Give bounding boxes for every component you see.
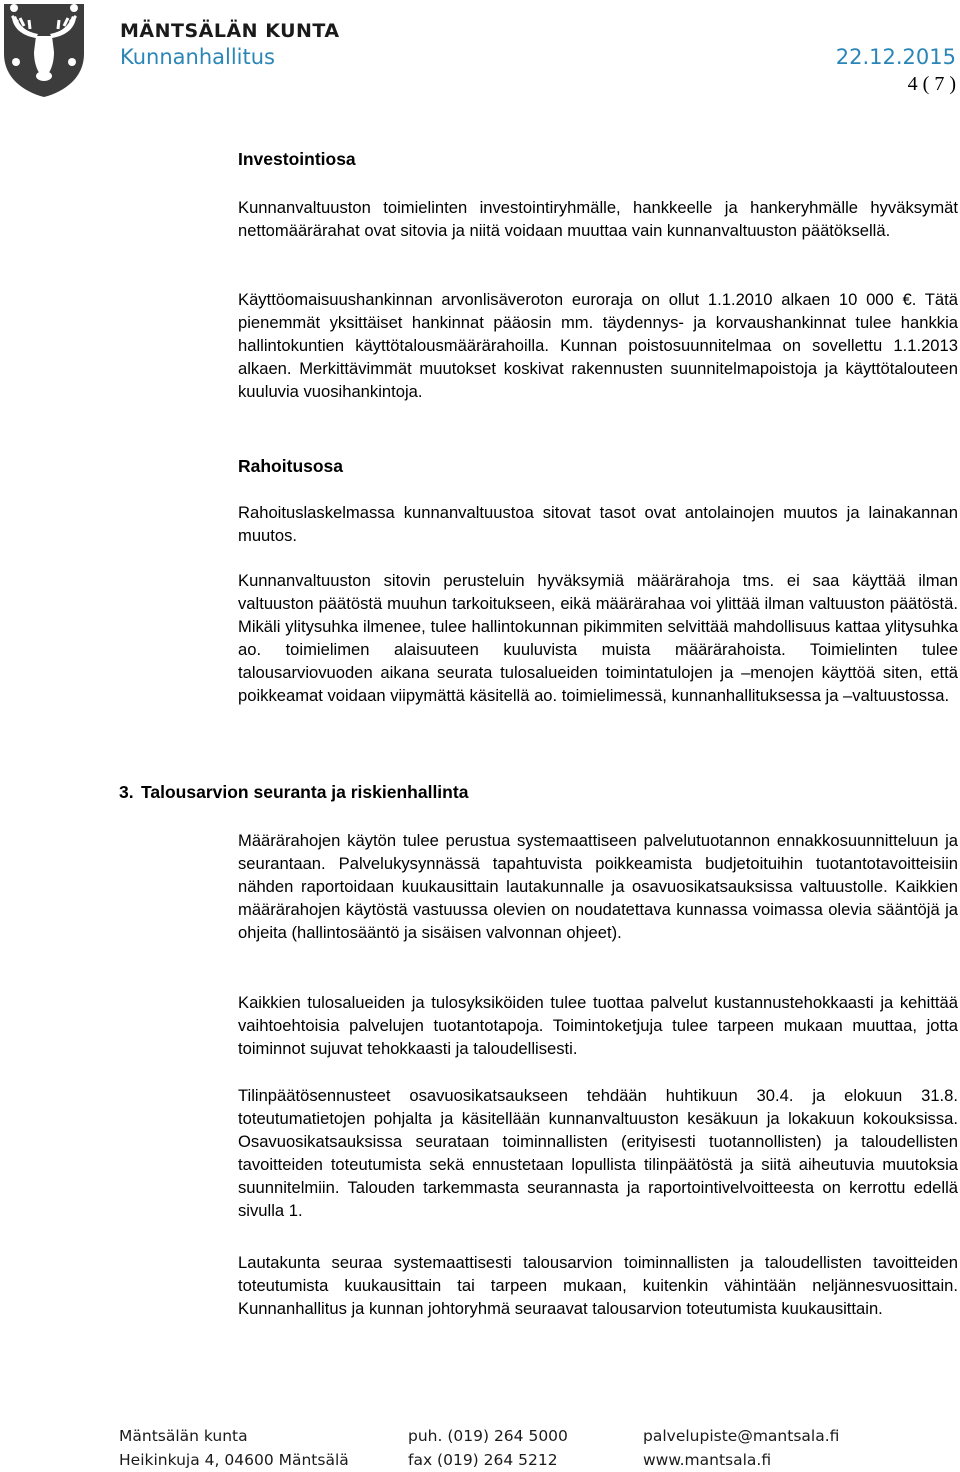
- section-title: Talousarvion seuranta ja riskienhallinta: [141, 782, 469, 802]
- paragraph: Kunnanvaltuuston toimielinten investointiryhmälle, hankkeelle ja hankeryhmälle hyväksymät nettomäärärahat ovat sitovia ja niitä voidaan muuttaa vain kunnanvaltuuston päätöksellä.: [238, 198, 958, 240]
- paragraph: Tilinpäätösennusteet osavuosikatsaukseen tehdään huhtikuun 30.4. ja elokuun 31.8. toteutumatietojen pohjalta ja käsitellään kunnanvaltuuston kesäkuun ja lokakuun kokouksissa. Osavuosikatsauksissa seurataan toiminnallisten (erityisesti tuotannollisten) ja taloudellisten tavoitteiden toteutumista sekä ennustetaan lopullista tilinpäätöstä ja siitä aiheutuvia muutoksia suunnitelmiin. Talouden tarkemmasta seurannasta ja raportointivelvoitteesta on kerrottu edellä sivulla 1.: [238, 1086, 958, 1220]
- paragraph: Rahoituslaskelmassa kunnanvaltuustoa sitovat tasot ovat antolainojen muutos ja lainakannan muutos.: [238, 503, 958, 545]
- financing-heading: Rahoitusosa: [238, 456, 344, 476]
- paragraph: Kunnanvaltuuston sitovin perusteluin hyväksymiä määrärahoja tms. ei saa käyttää ilman valtuuston päätöstä muuhun tarkoitukseen, eikä määrärahaa voi ylittää ilman valtuuston päätöstä. Mikäli ylitysuhka ilmenee, tulee hallintokunnan pikimmiten selvittää mahdollisuus kattaa ylitysuhka ao. toimielimen alaisuuteen kuuluvista muista määrärahoista. Toimielinten tulee talousarviovuoden aikana seurata tulosalueiden toimintatulojen ja –menojen käyttöä siten, että poikkeamat voidaan viipymättä käsitellä ao. toimielimessä, kunnanhallituksessa ja –valtuustossa.: [238, 571, 958, 705]
- section-3-paragraph-1: [238, 830, 958, 945]
- financing-paragraph-2: [238, 570, 958, 707]
- section-3-paragraph-3: [238, 1085, 958, 1222]
- paragraph: Määrärahojen käytön tulee perustua systemaattiseen palvelutuotannon ennakkosuunnitteluun ja seurantaan. Palvelukysynnässä tapahtuvista poikkeamista budjetoituihin tuotantotavoitteisiin nähden raportoidaan kuukausittain lautakunnalle ja osavuosikatsauksissa valtuustolle. Kaikkien määrärahojen käytöstä vastuussa olevien on noudatettava kunnassa voimassa olevia sääntöjä ja ohjeita (hallintosääntö ja sisäisen valvonnan ohjeet).: [238, 831, 958, 942]
- footer-email-link[interactable]: palvelupiste@mantsala.fi: [643, 1427, 840, 1445]
- section-3-paragraph-4: [238, 1252, 958, 1321]
- section-3-paragraph-2: [238, 992, 958, 1061]
- moose-coat-of-arms-icon: [2, 2, 86, 98]
- footer-address: Heikinkuja 4, 04600 Mäntsälä: [119, 1451, 349, 1469]
- paragraph: Lautakunta seuraa systemaattisesti talousarvion toiminnallisten ja taloudellisten tavoitteiden toteutumista kuukausittain tai tarpeen mukaan, kuitenkin vähintään neljännesvuosittain. Kunnanhallitus ja kunnan johtoryhmä seuraavat talousarvion toteutumista kuukausittain.: [238, 1253, 958, 1318]
- paragraph: Kaikkien tulosalueiden ja tulosyksiköiden tulee tuottaa palvelut kustannustehokkaasti ja kehittää vaihtoehtoisia palvelujen tuotantotapoja. Toimintoketjuja tulee tarpeen mukaan muuttaa, jotta toiminnot sujuvat tehokkaasti ja taloudellisesti.: [238, 993, 958, 1058]
- section-3-heading: [119, 782, 468, 803]
- paragraph: Käyttöomaisuushankinnan arvonlisäveroton euroraja on ollut 1.1.2010 alkaen 10 000 €. Tätä pienemmät yksittäiset hankinnat pääosin mm. täydennys- ja korvaushankinnat tulee hankkia hallintokuntien käyttötalousmäärärahoilla. Kunnan poistosuunnitelmaa on sovellettu 1.1.2013 alkaen. Merkittävimmät muutokset koskivat rakennusten suunnitelmapoistoja ja käyttötalouteen kuuluvia vuosihankintoja.: [238, 290, 958, 401]
- footer-website-link[interactable]: www.mantsala.fi: [643, 1451, 772, 1469]
- section-number: 3.: [119, 782, 134, 802]
- page-number: 4 ( 7 ): [907, 73, 956, 95]
- investments-paragraph-1: [238, 197, 958, 243]
- investments-heading: Investointiosa: [238, 149, 356, 169]
- investments-paragraph-2: [238, 289, 958, 404]
- footer-fax: fax (019) 264 5212: [408, 1451, 558, 1469]
- footer-name: Mäntsälän kunta: [119, 1427, 248, 1445]
- document-date: 22.12.2015: [835, 45, 956, 69]
- department-name: Kunnanhallitus: [120, 45, 275, 69]
- financing-paragraph-1: [238, 502, 958, 548]
- organization-name: MÄNTSÄLÄN KUNTA: [120, 20, 340, 42]
- footer-phone: puh. (019) 264 5000: [408, 1427, 568, 1445]
